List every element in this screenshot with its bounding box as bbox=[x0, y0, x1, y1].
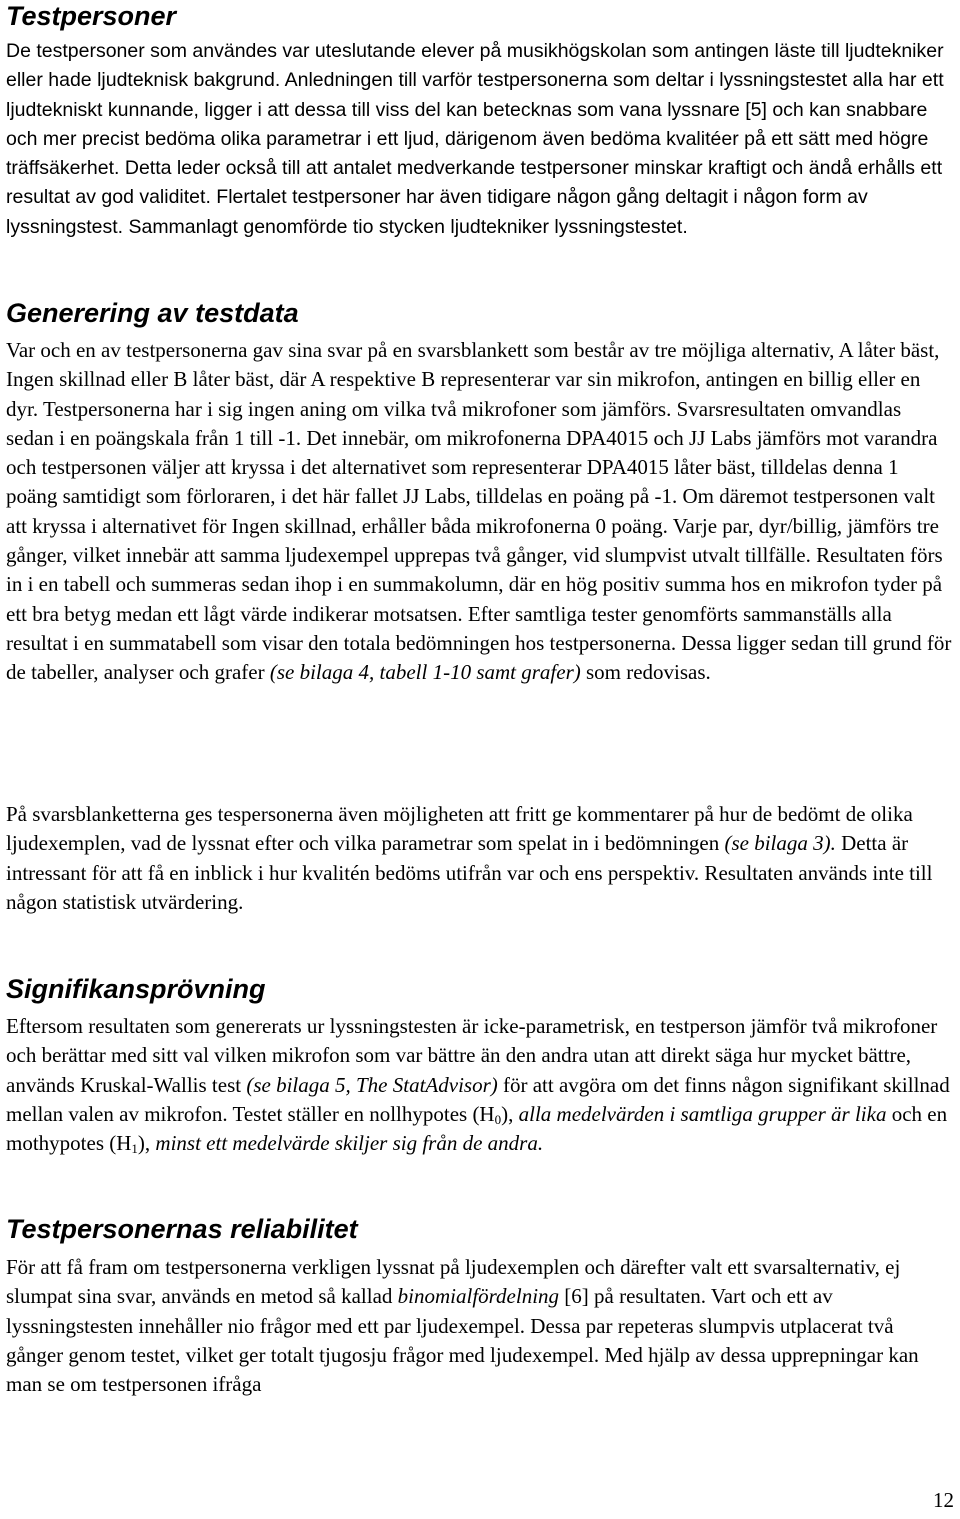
paragraph-text: ), bbox=[501, 1101, 519, 1126]
null-hypothesis-text: alla medelvärden i samtliga grupper är lika bbox=[518, 1101, 887, 1126]
paragraph-text: för att avgöra om det finns någon signifikant skillnad mellan valen av mikrofon. Testet ställer en nollhypotes (H bbox=[6, 1072, 950, 1126]
paragraph-text: ), bbox=[137, 1131, 156, 1156]
section-heading-reliabilitet: Testpersonernas reliabilitet bbox=[6, 1214, 358, 1244]
alternative-hypothesis-text: minst ett medelvärde skiljer sig från de andra. bbox=[155, 1131, 544, 1156]
paragraph-text: På svarsblanketterna ges tespersonerna även möjligheten att fritt ge kommentarer på hur de bedömt de olika ljudexemplen, vad de lyssnat efter och vilka parametrar som spelat in i bedömningen bbox=[6, 802, 913, 856]
subscript-h1: 1 bbox=[131, 1141, 138, 1157]
paragraph-testpersoner: De testpersoner som användes var uteslutande elever på musikhögskolan som antingen läste till ljudtekniker eller hade ljudteknisk bakgrund. Anledningen till varför testpersonerna som deltar i lyssningstestet alla har ett ljudtekniskt kunnande, ligger i att dessa till viss del kan betecknas som vana lyssnare [5] och kan snabbare och mer precist bedöma olika parametrar i ett ljud, därigenom även bedöma kvalitéer på ett sätt med högre träffsäkerhet. Detta leder också till att antalet medverkande testpersoner minskar kraftigt och ändå erhålls ett resultat av god validitet. Flertalet testpersoner har även tidigare någon gång deltagit i någon form av lyssningstest. Sammanlagt genomförde tio stycken ljudtekniker lyssningstestet. bbox=[6, 40, 944, 238]
paragraph-text: [6] på resultaten. Vart och ett av lyssningstesten innehåller nio frågor med ett par ljudexempel. Dessa par repeteras slumpvis utplacerat två gånger genom testet, vilket ger totalt tjugosju frågor med ljudexempel. Med hjälp av dessa upprepningar kan man se om testpersonen ifråga bbox=[6, 1284, 919, 1397]
section-heading-generering: Generering av testdata bbox=[6, 298, 299, 328]
paragraph-text: och en mothypotes (H bbox=[6, 1101, 948, 1156]
paragraph-text: som redovisas. bbox=[580, 660, 711, 685]
paragraph-text: Var och en av testpersonerna gav sina svar på en svarsblankett som består av tre möjliga alternativ, A låter bäst, Ingen skillnad eller B låter bäst, där A respektive B representerar var sin mikrofon, antingen en billig eller en dyr. Testpersonerna har i sig ingen aning om vilka två mikrofoner som jämförs. Svarsresultaten omvandlas sedan i en poängskala från 1 till -1. Det innebär, om mikrofonerna DPA4015 och JJ Labs jämförs mot varandra och testpersonen väljer att kryssa i det alternativet som representerar DPA4015 låter bäst, tilldelas denna 1 poäng samtidigt som förloraren, i det här fallet JJ Labs, tilldelas en poäng på -1. Om däremot testpersonen valt att kryssa i alternativet för Ingen skillnad, erhåller båda mikrofonerna 0 poäng. Varje par, dyr/billig, jämförs tre gånger, vilket innebär att samma ljudexempel upprepas två gånger, vid slumpvist utvalt tillfälle. Resultaten förs in i en tabell och summeras sedan ihop i en summakolumn, där en hög positiv summa hos en mikrofon tyder på ett bra betyg medan ett lågt värde indikerar motsatsen. Efter samtliga tester genomförts sammanställs alla resultat i en summatabell som visar den totala bedömningen hos testpersonerna. Dessa ligger sedan till grund för de tabeller, analyser och grafer bbox=[6, 338, 952, 685]
paragraph-text: Eftersom resultaten som genererats ur lyssningstesten är icke-parametrisk, en testperson jämför två mikrofoner och berättar med sitt val vilken mikrofon som var bättre än den andra utan att direkt säga hur mycket bättre, används Kruskal-Wallis test bbox=[6, 1014, 938, 1097]
subscript-h0: 0 bbox=[494, 1111, 502, 1127]
section-heading-signifikansprovning: Signifikansprövning bbox=[6, 974, 266, 1004]
binomial-term: binomialfördelning bbox=[397, 1284, 560, 1309]
paragraph-signifikansprovning bbox=[6, 1012, 954, 1158]
paragraph-reliabilitet bbox=[6, 1253, 954, 1399]
paragraph-svarsblanketter bbox=[6, 800, 954, 917]
paragraph-text: För att få fram om testpersonerna verkligen lyssnat på ljudexemplen och därefter valt ett svarsalternativ, ej slumpat sina svar, används en metod så kallad bbox=[6, 1255, 901, 1309]
reference-bilaga-3: (se bilaga 3). bbox=[724, 831, 836, 856]
section-heading-testpersoner: Testpersoner bbox=[6, 1, 177, 31]
paragraph-generering bbox=[6, 336, 954, 688]
paragraph-text: Detta är intressant för att få en inblick i hur kvalitén bedöms utifrån var och ens perspektiv. Resultaten används inte till någon statistisk utvärdering. bbox=[6, 831, 933, 914]
reference-bilaga-5: (se bilaga 5, The StatAdvisor) bbox=[246, 1072, 498, 1097]
page-number: 12 bbox=[933, 1488, 954, 1512]
reference-bilaga-4: (se bilaga 4, tabell 1-10 samt grafer) bbox=[269, 660, 581, 685]
